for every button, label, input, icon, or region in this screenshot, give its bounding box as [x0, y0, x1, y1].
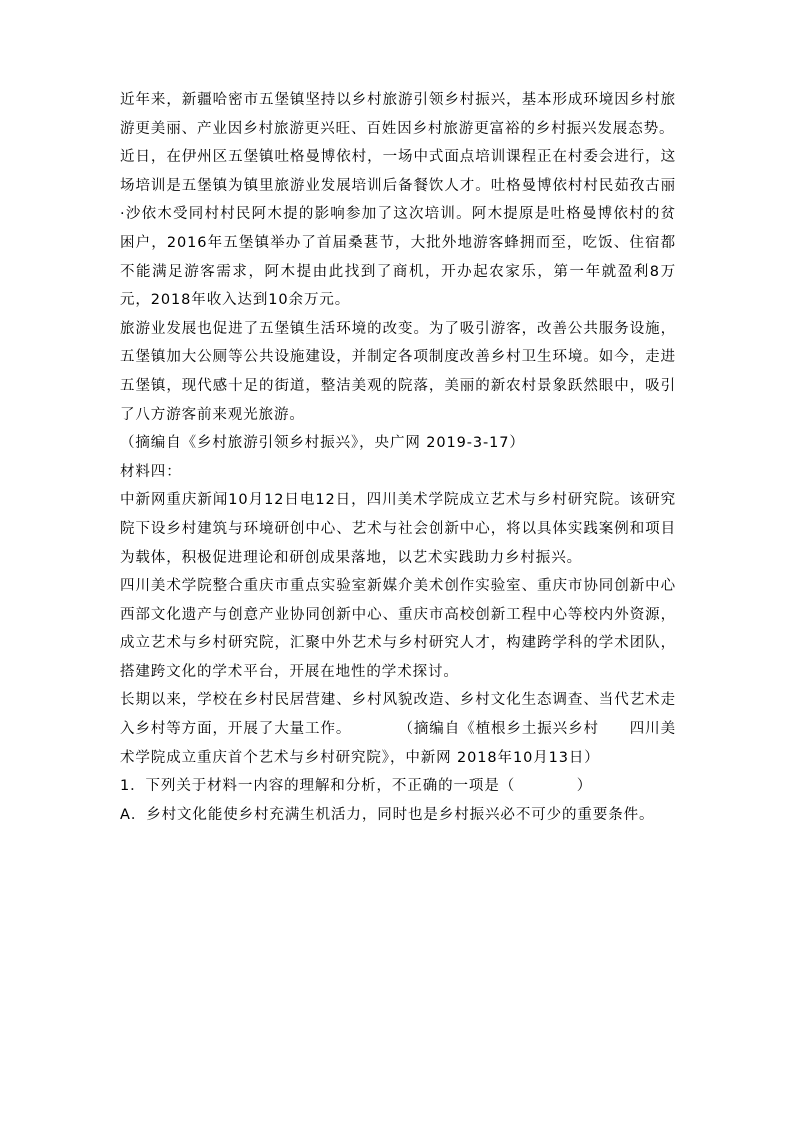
source-citation-1: （摘编自《乡村旅游引领乡村振兴》，央广网 2019-3-17） [120, 435, 525, 452]
paragraph-institute: 中新网重庆新闻10月12日电12日，四川美术学院成立艺术与乡村研究院。该研究院下设乡村建筑与环境研创中心、艺术与社会创新中心，将以具体实践案例和项目为载体，积极促进理论和研创成果落地，以艺术实践助力乡村振兴。 [120, 492, 676, 566]
option-a: A．乡村文化能使乡村充满生机活力，同时也是乡村振兴必不可少的重要条件。 [120, 806, 655, 823]
paragraph-work-and-citation: 长期以来，学校在乡村民居营建、乡村风貌改造、乡村文化生态调查、当代艺术走入乡村等方面，开展了大量工作。 （摘编自《植根乡土振兴乡村 四川美术学院成立重庆首个艺术与乡村研究院》，中新网 2018年10月13日） [120, 692, 676, 766]
paragraph-environment: 旅游业发展也促进了五堡镇生活环境的改变。为了吸引游客，改善公共服务设施，五堡镇加大公厕等公共设施建设，并制定各项制度改善乡村卫生环境。如今，走进五堡镇，现代感十足的街道，整洁美观的院落，美丽的新农村景象跃然眼中，吸引了八方游客前来观光旅游。 [120, 320, 676, 423]
paragraph-training: 近日，在伊州区五堡镇吐格曼博依村，一场中式面点培训课程正在村委会进行，这场培训是五堡镇为镇里旅游业发展培训后备餐饮人才。吐格曼博依村村民茹孜古丽·沙依木受同村村民阿木提的影响参加了这次培训。阿木提原是吐格曼博依村的贫困户，2016年五堡镇举办了首届桑葚节，大批外地游客蜂拥而至，吃饭、住宿都不能满足游客需求，阿木提由此找到了商机，开办起农家乐，第一年就盈利8万元，2018年收入达到10余万元。 [120, 149, 676, 309]
document-page [120, 86, 676, 829]
material-heading: 材料四： [120, 463, 182, 480]
question-1: 1．下列关于材料一内容的理解和分析，不正确的一项是（ ） [120, 778, 593, 795]
paragraph-resources: 四川美术学院整合重庆市重点实验室新媒介美术创作实验室、重庆市协同创新中心西部文化遗产与创意产业协同创新中心、重庆市高校创新工程中心等校内外资源，成立艺术与乡村研究院，汇聚中外艺术与乡村研究人才，构建跨学科的学术团队，搭建跨文化的学术平台，开展在地性的学术探讨。 [120, 578, 676, 680]
paragraph-intro: 近年来，新疆哈密市五堡镇坚持以乡村旅游引领乡村振兴，基本形成环境因乡村旅游更美丽、产业因乡村旅游更兴旺、百姓因乡村旅游更富裕的乡村振兴发展态势。 [120, 92, 676, 137]
